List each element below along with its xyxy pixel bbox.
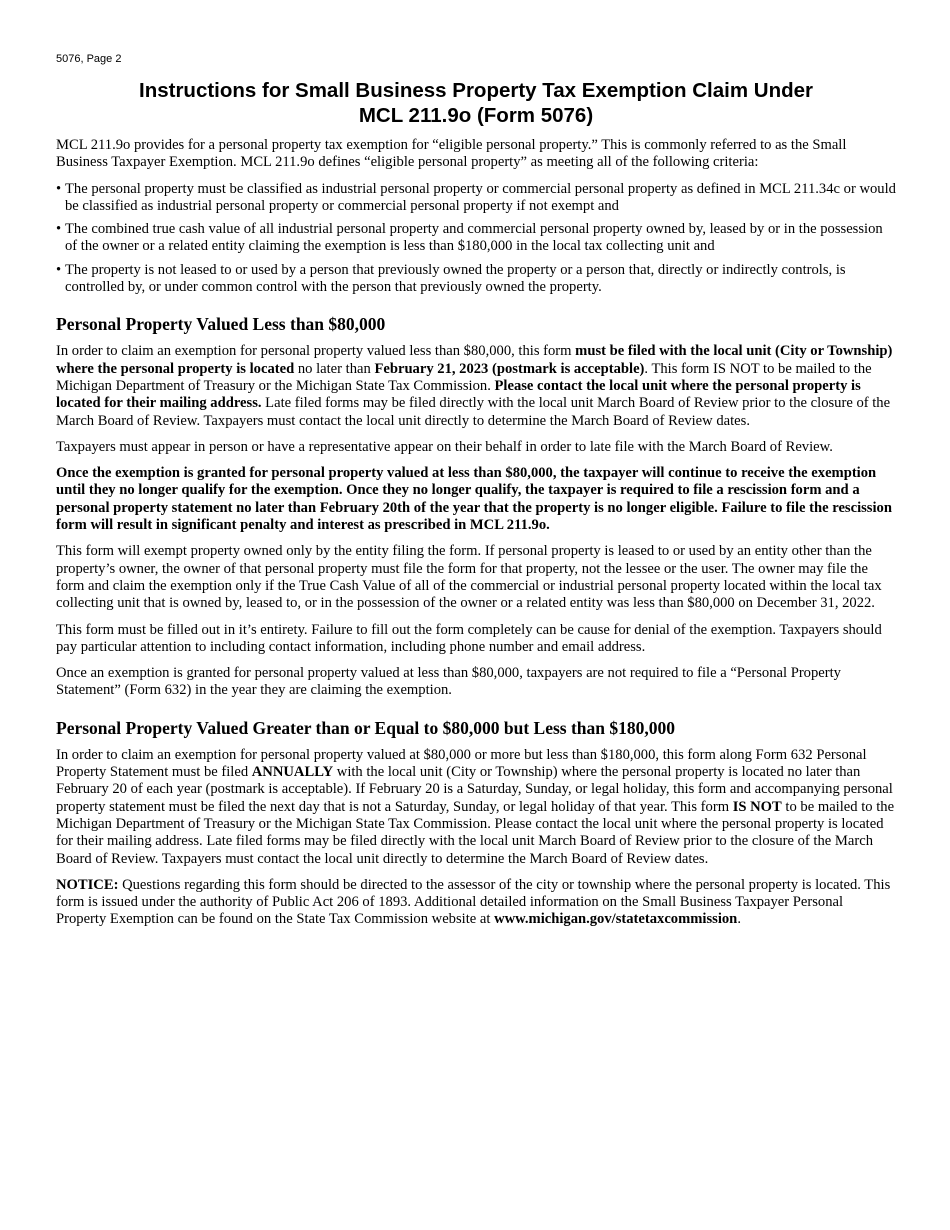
text-run: In order to claim an exemption for personal property valued less than $80,000, this form bbox=[56, 343, 576, 360]
text-run: Late filed forms may be filed directly with the local unit March Board of Review prior to the closure of the March Board of Review. Taxpayers must contact the local unit directly to determine the March Board of Review dates. bbox=[56, 395, 891, 429]
continuation-paragraph: Once the exemption is granted for personal property valued at less than $80,000, the taxpayer will continue to receive the exemption until they no longer qualify for the exemption. Once they no longer qualify, the taxpayer is required to file a rescission form and a personal property statement no later than February 20th of the year that the property is no longer eligible. Failure to file the rescission form will result in significant penalty and interest as prescribed in MCL 211.9o. bbox=[56, 465, 892, 534]
page-title-line-2: MCL 211.9o (Form 5076) bbox=[358, 104, 594, 127]
intro-paragraph: MCL 211.9o provides for a personal property tax exemption for “eligible personal property.” This is commonly referred to as the Small Business Taxpayer Exemption. MCL 211.9o defines “eligible personal property” as meeting all of the following criteria: bbox=[56, 137, 847, 171]
text-run: with the local unit (City or Township) where the personal property is located no later than February 20 of each year (postmark is acceptable). If February 20 is a Saturday, Sunday, or legal holiday, this form and accompanying personal property statement must be filed the next day that is not a Saturday, Sunday, or legal holiday of that year. This form bbox=[56, 764, 893, 815]
page-title bbox=[56, 78, 896, 128]
page-title-line-1: Instructions for Small Business Property Tax Exemption Claim Under bbox=[139, 79, 813, 102]
section-80000-to-180000 bbox=[56, 718, 896, 868]
criteria-item: • The combined true cash value of all industrial personal property and commercial personal property owned by, leased by or in the possession of the owner or a related entity claiming the exemption is less than $180,000 in the local tax collecting unit and bbox=[56, 221, 896, 256]
bold-run: ANNUALLY bbox=[251, 764, 334, 781]
section-less-than-80000 bbox=[56, 314, 896, 699]
page-label: 5076, Page 2 bbox=[56, 53, 122, 65]
bold-run: must be filed with the local unit (City or Township) where the personal property is located bbox=[56, 343, 893, 377]
notice-paragraph bbox=[56, 877, 896, 929]
bold-run: February 21, 2023 (postmark is acceptable) bbox=[374, 360, 645, 377]
criteria-list bbox=[56, 181, 896, 297]
criteria-item: • The personal property must be classified as industrial personal property or commercial personal property as defined in MCL 211.34c or would be classified as industrial personal property or commercial personal property if not exempt and bbox=[56, 181, 896, 216]
bold-run: Please contact the local unit where the personal property is located for their mailing address. bbox=[56, 377, 861, 412]
instructions-page bbox=[56, 52, 896, 929]
website-link[interactable]: www.michigan.gov/statetaxcommission bbox=[494, 911, 738, 928]
annual-filing-paragraph bbox=[56, 747, 896, 868]
text-run: to be mailed to the Michigan Department of Treasury or the Michigan State Tax Commission. Please contact the local unit where the personal property is located for their mailing address. Late filed forms may be filed directly with the local unit March Board of Review prior to the closure of the March Board of Review. Taxpayers must contact the local unit directly to determine the March Board of Review dates. bbox=[56, 798, 895, 867]
ownership-paragraph: This form will exempt property owned only by the entity filing the form. If personal property is leased to or used by an entity other than the property’s owner, the owner of that personal property must file the form for that property, not the lessee or the user. The owner may file the form and claim the exemption only if the True Cash Value of all of the commercial or industrial personal property located within the local tax collecting unit that is owned by, leased to, or in the possession of the owner or a related entity was less than $80,000 on December 31, 2022. bbox=[56, 543, 882, 612]
notice-label: NOTICE: bbox=[56, 876, 119, 893]
bold-run: IS NOT bbox=[732, 798, 782, 815]
text-run: . This form IS NOT to be mailed to the Michigan Department of Treasury or the Michigan State Tax Commission. bbox=[56, 360, 872, 394]
criteria-item: • The property is not leased to or used by a person that previously owned the property or a person that, directly or indirectly controls, is controlled by, or under common control with the person that previously owned the property. bbox=[56, 262, 896, 297]
notice-text: Questions regarding this form should be directed to the assessor of the city or township where the personal property is located. This form is issued under the authority of Public Act 206 of 1893. Additional detailed information on the Small Business Taxpayer Personal Property Exemption can be found on the State Tax Commission website at bbox=[56, 876, 891, 928]
text-run: In order to claim an exemption for personal property valued at $80,000 or more but less than $180,000, this form along Form 632 Personal Property Statement must be filed bbox=[56, 746, 867, 781]
completeness-paragraph: This form must be filled out in it’s entirety. Failure to fill out the form completely can be cause for denial of the exemption. Taxpayers should pay particular attention to including contact information, including phone number and email address. bbox=[56, 621, 882, 655]
section-heading: Personal Property Valued Less than $80,000 bbox=[56, 314, 386, 335]
late-file-paragraph: Taxpayers must appear in person or have a representative appear on their behalf in order to late file with the March Board of Review. bbox=[56, 438, 833, 455]
section-heading: Personal Property Valued Greater than or Equal to $80,000 but Less than $180,000 bbox=[56, 717, 676, 738]
filing-paragraph bbox=[56, 343, 896, 429]
text-run: . bbox=[737, 911, 741, 928]
text-run: no later than bbox=[294, 360, 375, 377]
statement-paragraph: Once an exemption is granted for personal property valued at less than $80,000, taxpayers are not required to file a “Personal Property Statement” (Form 632) in the year they are claiming the exemption. bbox=[56, 665, 841, 699]
